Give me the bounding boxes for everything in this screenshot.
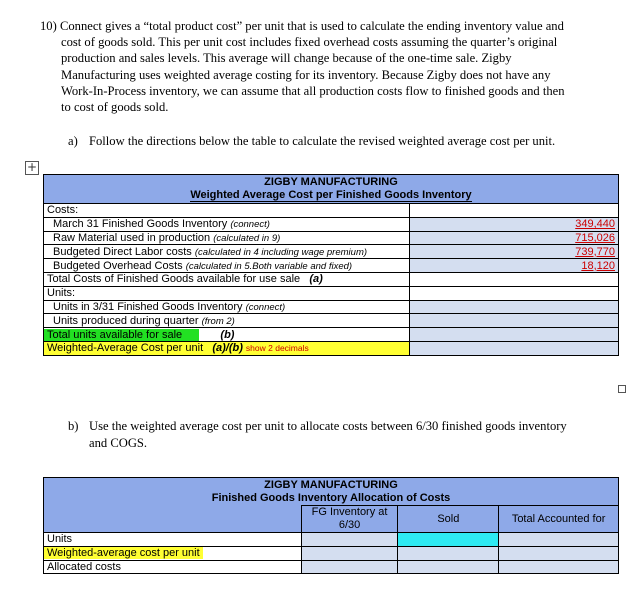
- wavg-total-cell[interactable]: [499, 546, 619, 560]
- table1-title: ZIGBY MANUFACTURING: [264, 176, 398, 188]
- costs-section-blank: [409, 204, 618, 218]
- part-b-text: Use the weighted average cost per unit to allocate costs between 6/30 finished goods inventory: [89, 419, 567, 433]
- part-b-text-cont: and COGS.: [89, 436, 148, 450]
- question-line: 10) Connect gives a “total product cost” per unit that is used to calculate the ending inventory value and: [40, 19, 564, 33]
- units-row-value[interactable]: [409, 300, 618, 314]
- units-row-label: Units in 3/31 Finished Goods Inventory (connect): [44, 300, 410, 314]
- table2-header: [44, 478, 619, 506]
- total-units-cell[interactable]: [409, 328, 618, 342]
- table2-title: ZIGBY MANUFACTURING: [264, 479, 398, 491]
- units-section-blank: [409, 286, 618, 300]
- costs-section-label: Costs:: [44, 204, 410, 218]
- wavg-sold-cell[interactable]: [398, 546, 499, 560]
- part-b-instruction: [68, 418, 608, 452]
- move-anchor-icon[interactable]: +: [26, 160, 38, 174]
- weighted-average-table: [43, 174, 619, 356]
- allocation-table: [43, 477, 619, 574]
- col-sold: Sold: [398, 506, 499, 533]
- cost-row-value[interactable]: 18,120: [409, 259, 618, 273]
- col-fg-inventory: FG Inventory at 6/30: [301, 506, 398, 533]
- allocated-fg-cell[interactable]: [301, 560, 398, 574]
- table2-blank-header: [44, 506, 302, 533]
- cost-row-value[interactable]: 715,026: [409, 231, 618, 245]
- cost-row-label: Budgeted Overhead Costs (calculated in 5.Both variable and fixed): [44, 259, 410, 273]
- resize-handle-icon[interactable]: [618, 385, 626, 393]
- units-total-cell[interactable]: [499, 533, 619, 547]
- question-number: 10): [40, 19, 57, 33]
- col-total: Total Accounted for: [499, 506, 619, 533]
- total-costs-cell[interactable]: [409, 272, 618, 286]
- question-paragraph: [40, 18, 595, 115]
- total-units-label: Total units available for sale (b): [44, 328, 410, 342]
- question-line: Work-In-Process inventory, we can assume that all production costs flow to finished goods and then: [61, 83, 565, 98]
- allocation-row-label: Weighted-average cost per unit: [44, 546, 302, 560]
- part-a-label: a): [68, 134, 78, 148]
- cost-row-value[interactable]: 739,770: [409, 245, 618, 259]
- allocation-row-label: Allocated costs: [44, 560, 302, 574]
- table2-subtitle: Finished Goods Inventory Allocation of Costs: [211, 491, 451, 504]
- cost-row-label: Budgeted Direct Labor costs (calculated in 4 including wage premium): [44, 245, 410, 259]
- part-a-instruction: [68, 133, 608, 149]
- table1-header: [44, 175, 619, 204]
- units-row-label: Units produced during quarter (from 2): [44, 314, 410, 328]
- table1-subtitle: Weighted Average Cost per Finished Goods Inventory: [190, 188, 472, 201]
- units-fg-cell[interactable]: [301, 533, 398, 547]
- weighted-average-cell[interactable]: [409, 341, 618, 355]
- units-row-value[interactable]: [409, 314, 618, 328]
- weighted-average-label: Weighted-Average Cost per unit (a)/(b) show 2 decimals: [44, 341, 410, 355]
- allocated-sold-cell[interactable]: [398, 560, 499, 574]
- units-section-label: Units:: [44, 286, 410, 300]
- question-line: cost of goods sold. This per unit cost includes fixed overhead costs assuming the quarter’s original: [61, 35, 558, 50]
- cost-row-label: Raw Material used in production (calculated in 9): [44, 231, 410, 245]
- units-sold-cell[interactable]: [398, 533, 499, 547]
- question-line: production and sales levels. This average will change because of the one-time sale. Zigby: [61, 51, 512, 66]
- allocation-row-label: Units: [44, 533, 302, 547]
- total-costs-label: Total Costs of Finished Goods available for use sale (a): [44, 272, 410, 286]
- allocated-total-cell[interactable]: [499, 560, 619, 574]
- question-line: Manufacturing uses weighted average costing for its inventory. Because Zigby does not have any: [61, 67, 551, 82]
- cost-row-value[interactable]: 349,440: [409, 217, 618, 231]
- cost-row-label: March 31 Finished Goods Inventory (connect): [44, 217, 410, 231]
- question-line: to cost of goods sold.: [61, 100, 169, 115]
- part-b-label: b): [68, 419, 79, 433]
- part-a-text: Follow the directions below the table to calculate the revised weighted average cost per unit.: [89, 134, 556, 148]
- wavg-fg-cell[interactable]: [301, 546, 398, 560]
